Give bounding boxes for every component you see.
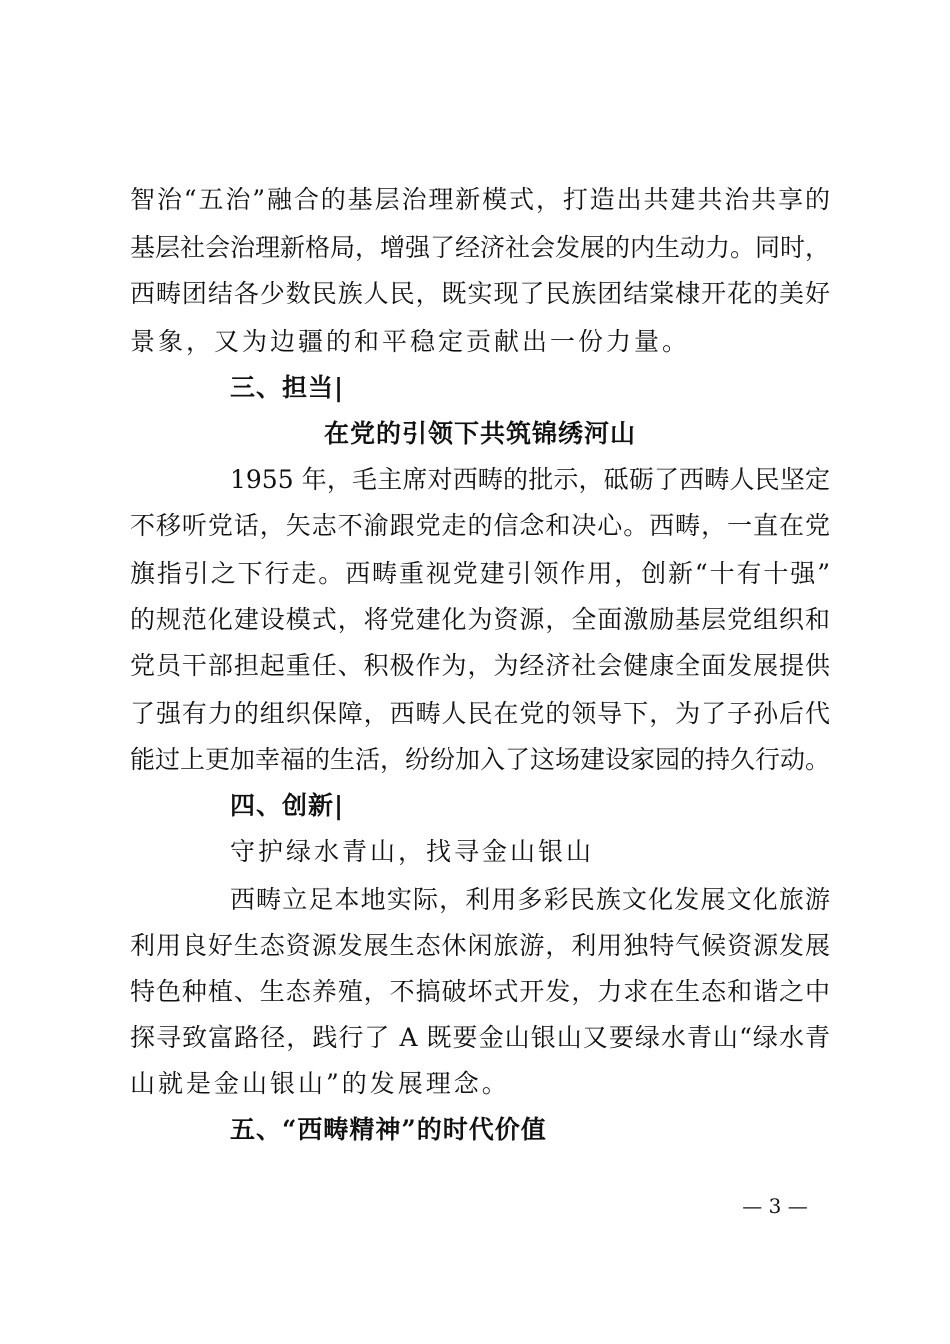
paragraph-2-line-5: 党员干部担起重任、积极作为，为经济社会健康全面发展提供 xyxy=(130,651,830,680)
paragraph-1-line-3: 西畴团结各少数民族人民，既实现了民族团结棠棣开花的美好 xyxy=(130,279,830,308)
paragraph-1-line-4: 景象，又为边疆的和平稳定贡献出一份力量。 xyxy=(130,327,691,356)
section-subtitle-3: 在党的引领下共筑锦绣河山 xyxy=(323,419,636,448)
paragraph-1-line-1: 智治“五治”融合的基层治理新模式，打造出共建共治共享的 xyxy=(130,185,830,214)
paragraph-2-line-6: 了强有力的组织保障，西畴人民在党的领导下，为了子孙后代 xyxy=(130,699,830,728)
paragraph-3-line-2: 利用良好生态资源发展生态休闲旅游，利用独特气候资源发展 xyxy=(130,931,830,960)
paragraph-3-line-3: 特色种植、生态养殖，不搞破坏式开发，力求在生态和谐之中 xyxy=(130,977,830,1006)
page-number: — 3 — xyxy=(742,1194,808,1218)
paragraph-2-line-1: 1955 年，毛主席对西畴的批示，砥砺了西畴人民坚定 xyxy=(230,465,830,494)
section-heading-4: 四、创新| xyxy=(230,791,345,820)
section-heading-3: 三、担当| xyxy=(230,373,345,402)
paragraph-3-line-4: 探寻致富路径，践行了 A 既要金山银山又要绿水青山“绿水青 xyxy=(130,1023,830,1052)
paragraph-2-line-3: 旗指引之下行走。西畴重视党建引领作用，创新“十有十强” xyxy=(130,559,830,588)
paragraph-2-line-4: 的规范化建设模式，将党建化为资源，全面激励基层党组织和 xyxy=(130,605,830,634)
paragraph-1-line-2: 基层社会治理新格局，增强了经济社会发展的内生动力。同时， xyxy=(130,233,831,262)
paragraph-2-line-2: 不移听党话，矢志不渝跟党走的信念和决心。西畴，一直在党 xyxy=(130,511,830,540)
paragraph-3-line-5: 山就是金山银山”的发展理念。 xyxy=(130,1069,510,1098)
paragraph-3-line-1: 西畴立足本地实际，利用多彩民族文化发展文化旅游 xyxy=(230,885,830,914)
section-subtitle-4: 守护绿水青山，找寻金山银山 xyxy=(230,837,595,866)
section-heading-5: 五、“西畴精神”的时代价值 xyxy=(230,1115,547,1144)
paragraph-2-line-7: 能过上更加幸福的生活，纷纷加入了这场建设家园的持久行动。 xyxy=(130,745,831,774)
